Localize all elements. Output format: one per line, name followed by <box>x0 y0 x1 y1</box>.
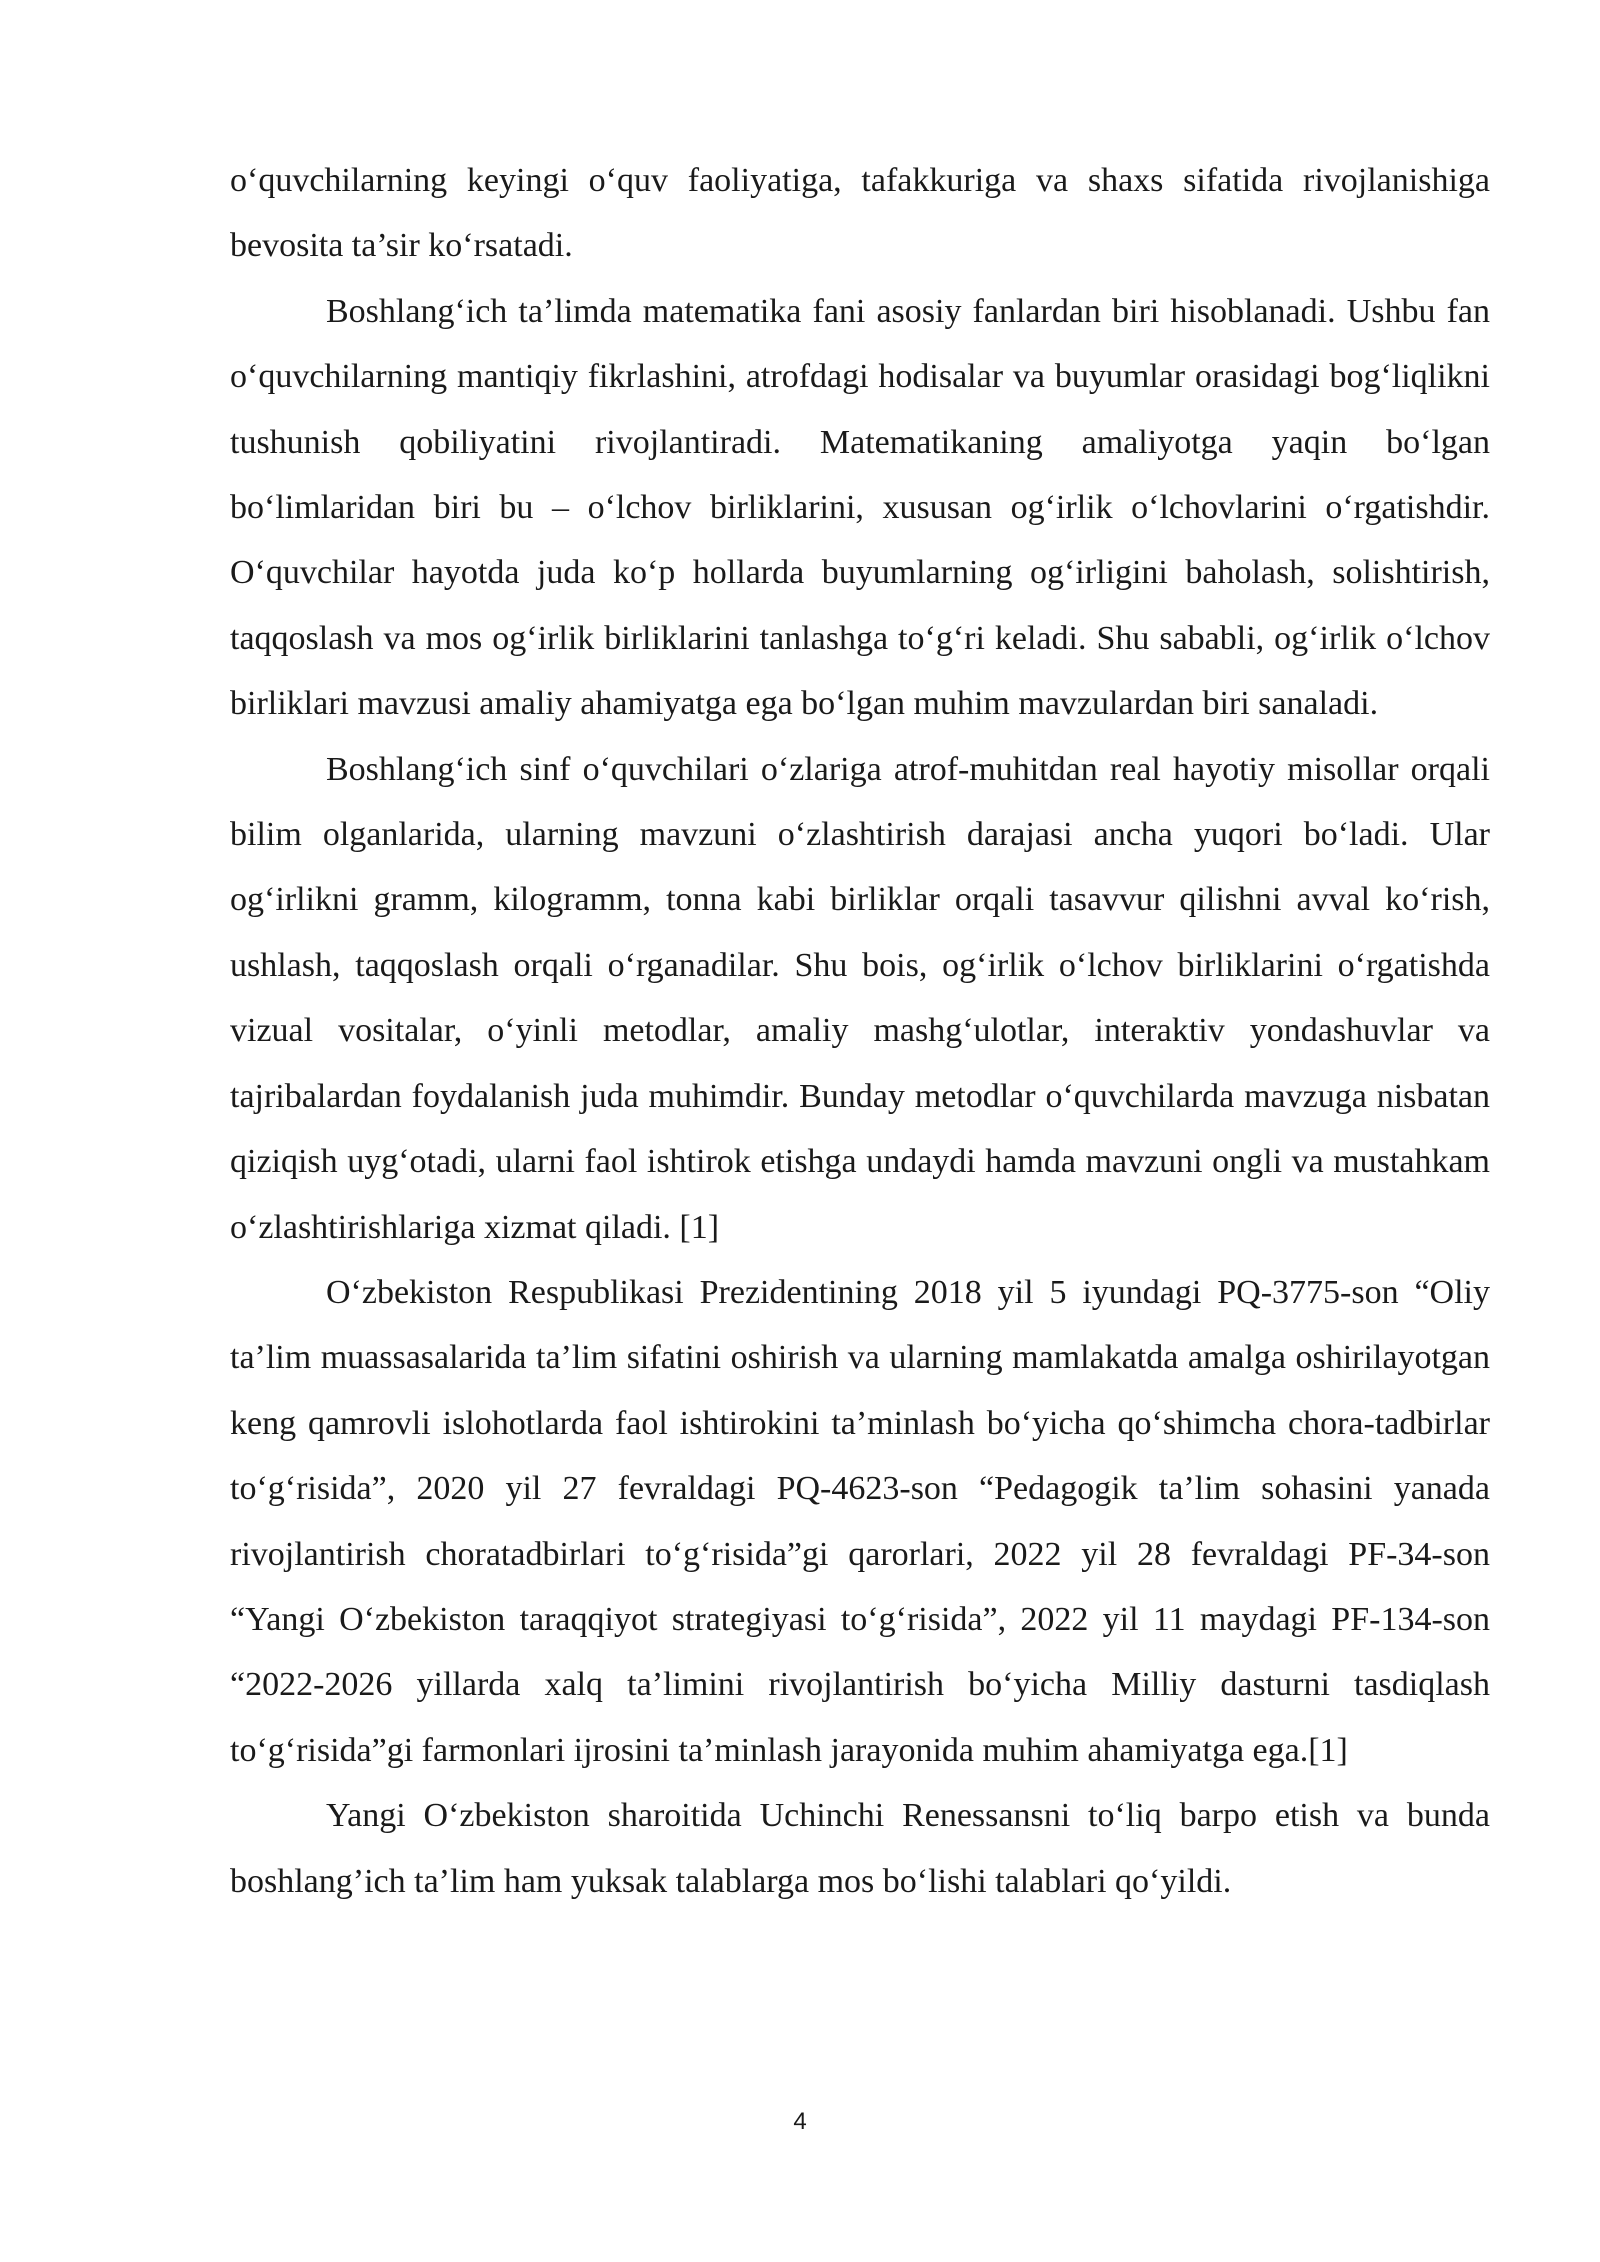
body-text <box>230 148 1490 1914</box>
paragraph-new-uzbekistan: Yangi O‘zbekiston sharoitida Uchinchi Renessansni to‘liq barpo etish va bunda boshlang’ich ta’lim ham yuksak talablarga mos bo‘lishi talablari qo‘yildi. <box>230 1797 1490 1900</box>
page-number: 4 <box>793 2108 807 2135</box>
paragraph-primary-students: Boshlang‘ich sinf o‘quvchilari o‘zlariga atrof-muhitdan real hayotiy misollar orqali bilim olganlarida, ularning mavzuni o‘zlashtirish darajasi ancha yuqori bo‘ladi. Ular og‘irlikni gramm, kilogramm, tonna kabi birliklar orqali tasavvur qilishni avval ko‘rish, ushlash, taqqoslash orqali o‘rganadilar. Shu bois, og‘irlik o‘lchov birliklarini o‘rgatishda vizual vositalar, o‘yinli metodlar, amaliy mashg‘ulotlar, interaktiv yondashuvlar va tajribalardan foydalanish juda muhimdir. Bunday metodlar o‘quvchilarda mavzuga nisbatan qiziqish uyg‘otadi, ularni faol ishtirok etishga undaydi hamda mavzuni ongli va mustahkam o‘zlashtirishlariga xizmat qiladi. [1] <box>230 750 1490 1246</box>
paragraph-decrees: O‘zbekiston Respublikasi Prezidentining 2018 yil 5 iyundagi PQ-3775-son “Oliy ta’lim muassasalarida ta’lim sifatini oshirish va ularning mamlakatda amalga oshirilayotgan keng qamrovli islohotlarda faol ishtirokini ta’minlash bo‘yicha qo‘shimcha chora-tadbirlar to‘g‘risida”, 2020 yil 27 fevraldagi PQ-4623-son “Pedagogik ta’lim sohasini yanada rivojlantirish choratadbirlari to‘g‘risida”gi qarorlari, 2022 yil 28 fevraldagi PF-34-son “Yangi O‘zbekiston taraqqiyot strategiyasi to‘g‘risida”, 2022 yil 11 maydagi PF-134-son “2022-2026 yillarda xalq ta’limini rivojlantirish bo‘yicha Milliy dasturni tasdiqlash to‘g‘risida”gi farmonlari ijrosini ta’minlash jarayonida muhim ahamiyatga ega.[1] <box>230 1273 1490 1769</box>
paragraph-mathematics: Boshlang‘ich ta’limda matematika fani asosiy fanlardan biri hisoblanadi. Ushbu fan o‘quvchilarning mantiqiy fikrlashini, atrofdagi hodisalar va buyumlar orasidagi bog‘liqlikni tushunish qobiliyatini rivojlantiradi. Matematikaning amaliyotga yaqin bo‘lgan bo‘limlaridan biri bu – o‘lchov birliklarini, xususan og‘irlik o‘lchovlarini o‘rgatishdir. O‘quvchilar hayotda juda ko‘p hollarda buyumlarning og‘irligini baholash, solishtirish, taqqoslash va mos og‘irlik birliklarini tanlashga to‘g‘ri keladi. Shu sababli, og‘irlik o‘lchov birliklari mavzusi amaliy ahamiyatga ega bo‘lgan muhim mavzulardan biri sanaladi. <box>230 292 1490 723</box>
paragraph-continuation: o‘quvchilarning keyingi o‘quv faoliyatiga, tafakkuriga va shaxs sifatida rivojlanishiga bevosita ta’sir ko‘rsatadi. <box>230 162 1490 265</box>
